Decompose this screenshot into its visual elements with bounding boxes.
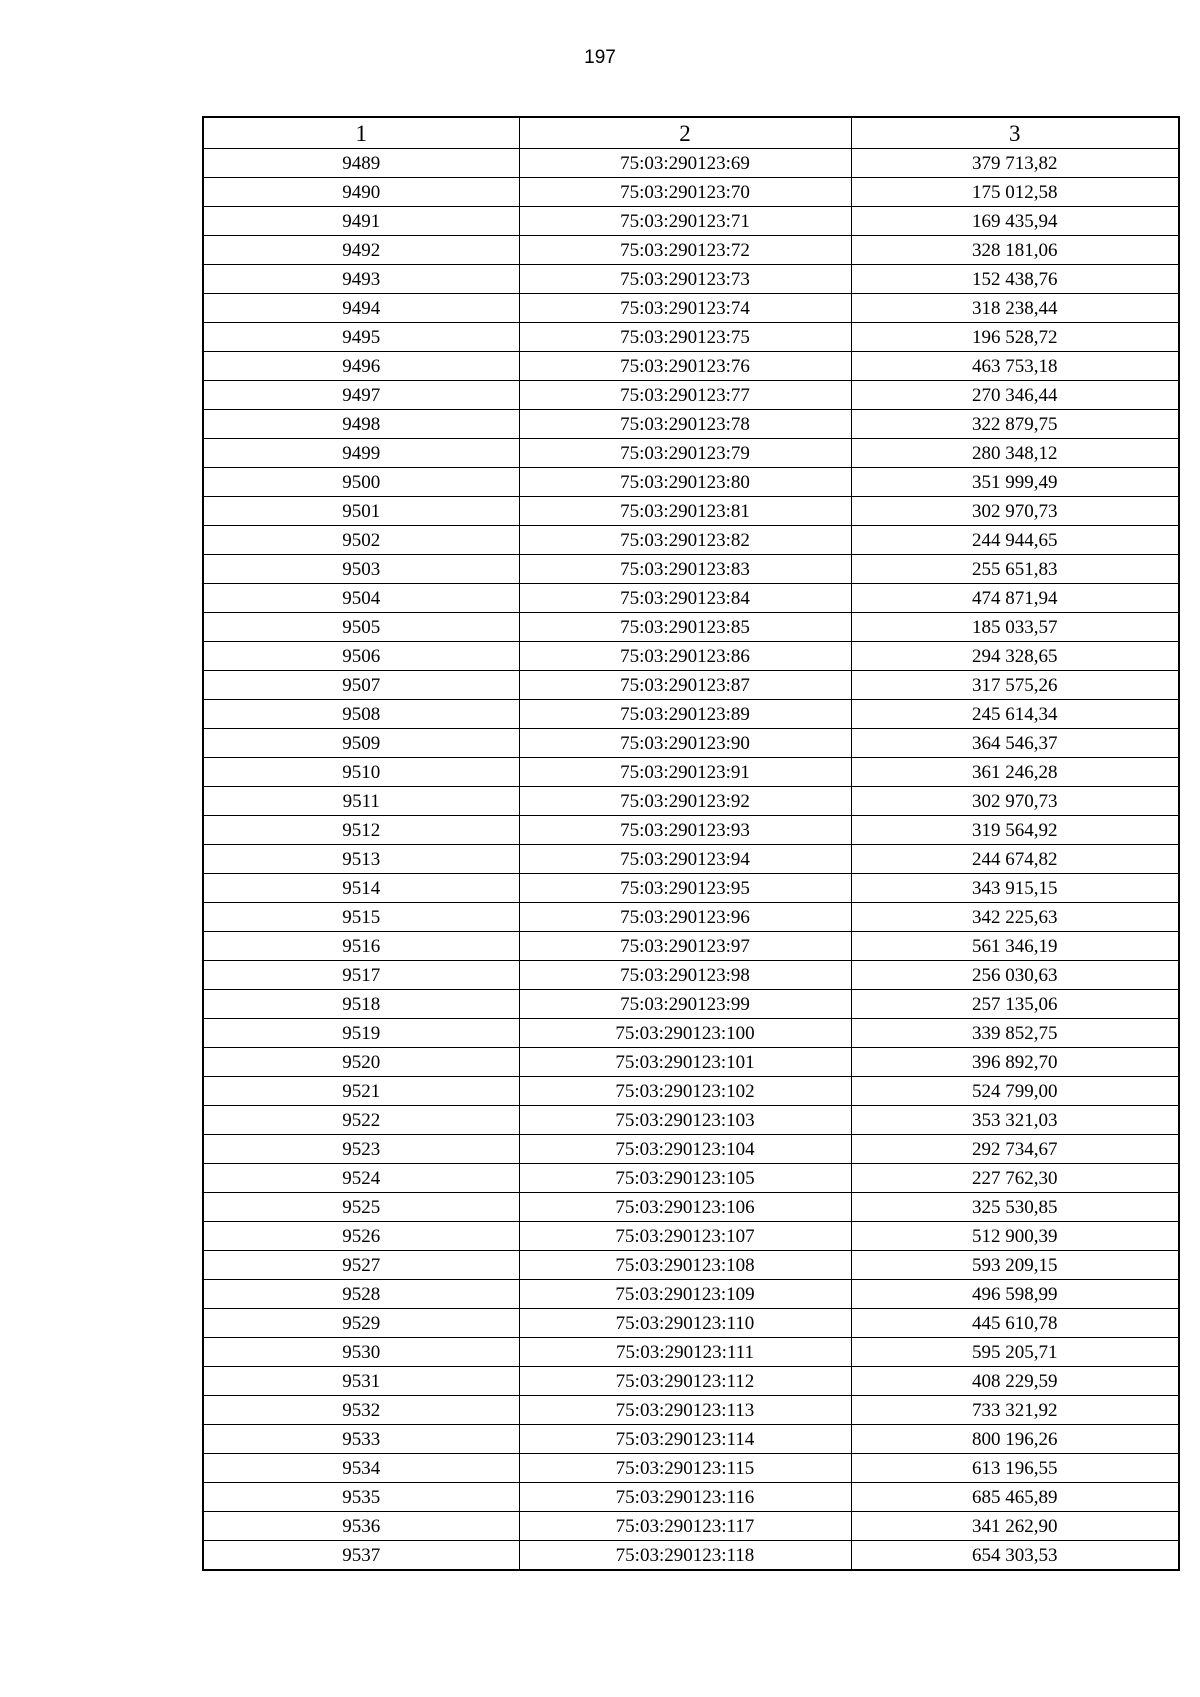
- row-number-cell: 9507: [203, 671, 519, 700]
- data-table-container: [202, 116, 1178, 1571]
- cadastral-number-cell: 75:03:290123:100: [519, 1019, 851, 1048]
- value-cell: 245 614,34: [851, 700, 1179, 729]
- cadastral-number-cell: 75:03:290123:75: [519, 323, 851, 352]
- value-cell: 302 970,73: [851, 787, 1179, 816]
- row-number-cell: 9533: [203, 1425, 519, 1454]
- value-cell: 325 530,85: [851, 1193, 1179, 1222]
- row-number-cell: 9513: [203, 845, 519, 874]
- table-row: [203, 1338, 1179, 1367]
- row-number-cell: 9517: [203, 961, 519, 990]
- value-cell: 685 465,89: [851, 1483, 1179, 1512]
- table-header-row: [203, 117, 1179, 149]
- value-cell: 342 225,63: [851, 903, 1179, 932]
- table-row: [203, 439, 1179, 468]
- row-number-cell: 9523: [203, 1135, 519, 1164]
- table-row: [203, 1309, 1179, 1338]
- cadastral-number-cell: 75:03:290123:98: [519, 961, 851, 990]
- cadastral-number-cell: 75:03:290123:118: [519, 1541, 851, 1571]
- table-row: [203, 1396, 1179, 1425]
- column-header: 1: [203, 117, 519, 149]
- row-number-cell: 9510: [203, 758, 519, 787]
- row-number-cell: 9493: [203, 265, 519, 294]
- row-number-cell: 9518: [203, 990, 519, 1019]
- value-cell: 317 575,26: [851, 671, 1179, 700]
- table-row: [203, 555, 1179, 584]
- cadastral-number-cell: 75:03:290123:113: [519, 1396, 851, 1425]
- cadastral-number-cell: 75:03:290123:110: [519, 1309, 851, 1338]
- table-row: [203, 845, 1179, 874]
- row-number-cell: 9496: [203, 352, 519, 381]
- cadastral-number-cell: 75:03:290123:74: [519, 294, 851, 323]
- value-cell: 445 610,78: [851, 1309, 1179, 1338]
- cadastral-number-cell: 75:03:290123:72: [519, 236, 851, 265]
- value-cell: 524 799,00: [851, 1077, 1179, 1106]
- table-row: [203, 410, 1179, 439]
- value-cell: 353 321,03: [851, 1106, 1179, 1135]
- cadastral-number-cell: 75:03:290123:103: [519, 1106, 851, 1135]
- value-cell: 474 871,94: [851, 584, 1179, 613]
- value-cell: 351 999,49: [851, 468, 1179, 497]
- table-row: [203, 381, 1179, 410]
- value-cell: 227 762,30: [851, 1164, 1179, 1193]
- table-row: [203, 932, 1179, 961]
- cadastral-number-cell: 75:03:290123:104: [519, 1135, 851, 1164]
- row-number-cell: 9528: [203, 1280, 519, 1309]
- value-cell: 244 674,82: [851, 845, 1179, 874]
- value-cell: 322 879,75: [851, 410, 1179, 439]
- value-cell: 408 229,59: [851, 1367, 1179, 1396]
- value-cell: 196 528,72: [851, 323, 1179, 352]
- table-row: [203, 903, 1179, 932]
- row-number-cell: 9527: [203, 1251, 519, 1280]
- table-row: [203, 178, 1179, 207]
- row-number-cell: 9521: [203, 1077, 519, 1106]
- value-cell: 593 209,15: [851, 1251, 1179, 1280]
- table-row: [203, 1164, 1179, 1193]
- value-cell: 244 944,65: [851, 526, 1179, 555]
- value-cell: 339 852,75: [851, 1019, 1179, 1048]
- value-cell: 343 915,15: [851, 874, 1179, 903]
- table-row: [203, 1077, 1179, 1106]
- cadastral-number-cell: 75:03:290123:73: [519, 265, 851, 294]
- row-number-cell: 9500: [203, 468, 519, 497]
- cadastral-number-cell: 75:03:290123:90: [519, 729, 851, 758]
- value-cell: 654 303,53: [851, 1541, 1179, 1571]
- cadastral-number-cell: 75:03:290123:81: [519, 497, 851, 526]
- table-row: [203, 700, 1179, 729]
- table-row: [203, 1048, 1179, 1077]
- row-number-cell: 9495: [203, 323, 519, 352]
- table-row: [203, 1541, 1179, 1571]
- value-cell: 733 321,92: [851, 1396, 1179, 1425]
- row-number-cell: 9490: [203, 178, 519, 207]
- cadastral-number-cell: 75:03:290123:101: [519, 1048, 851, 1077]
- table-row: [203, 1483, 1179, 1512]
- cadastral-number-cell: 75:03:290123:84: [519, 584, 851, 613]
- value-cell: 595 205,71: [851, 1338, 1179, 1367]
- table-row: [203, 1454, 1179, 1483]
- value-cell: 341 262,90: [851, 1512, 1179, 1541]
- row-number-cell: 9536: [203, 1512, 519, 1541]
- cadastral-number-cell: 75:03:290123:112: [519, 1367, 851, 1396]
- column-header: 2: [519, 117, 851, 149]
- table-row: [203, 1425, 1179, 1454]
- value-cell: 379 713,82: [851, 149, 1179, 178]
- cadastral-number-cell: 75:03:290123:83: [519, 555, 851, 584]
- cadastral-number-cell: 75:03:290123:102: [519, 1077, 851, 1106]
- row-number-cell: 9506: [203, 642, 519, 671]
- row-number-cell: 9494: [203, 294, 519, 323]
- value-cell: 396 892,70: [851, 1048, 1179, 1077]
- value-cell: 463 753,18: [851, 352, 1179, 381]
- cadastral-number-cell: 75:03:290123:80: [519, 468, 851, 497]
- table-row: [203, 816, 1179, 845]
- cadastral-number-cell: 75:03:290123:85: [519, 613, 851, 642]
- table-row: [203, 1222, 1179, 1251]
- row-number-cell: 9535: [203, 1483, 519, 1512]
- cadastral-number-cell: 75:03:290123:93: [519, 816, 851, 845]
- table-row: [203, 1280, 1179, 1309]
- row-number-cell: 9512: [203, 816, 519, 845]
- value-cell: 512 900,39: [851, 1222, 1179, 1251]
- value-cell: 169 435,94: [851, 207, 1179, 236]
- cadastral-number-cell: 75:03:290123:99: [519, 990, 851, 1019]
- table-row: [203, 642, 1179, 671]
- cadastral-number-cell: 75:03:290123:89: [519, 700, 851, 729]
- row-number-cell: 9529: [203, 1309, 519, 1338]
- cadastral-number-cell: 75:03:290123:92: [519, 787, 851, 816]
- table-header: [203, 117, 1179, 149]
- value-cell: 613 196,55: [851, 1454, 1179, 1483]
- table-row: [203, 1251, 1179, 1280]
- row-number-cell: 9537: [203, 1541, 519, 1571]
- value-cell: 185 033,57: [851, 613, 1179, 642]
- row-number-cell: 9534: [203, 1454, 519, 1483]
- value-cell: 255 651,83: [851, 555, 1179, 584]
- table-row: [203, 207, 1179, 236]
- column-header: 3: [851, 117, 1179, 149]
- table-row: [203, 1367, 1179, 1396]
- value-cell: 256 030,63: [851, 961, 1179, 990]
- row-number-cell: 9526: [203, 1222, 519, 1251]
- cadastral-number-cell: 75:03:290123:107: [519, 1222, 851, 1251]
- cadastral-number-cell: 75:03:290123:115: [519, 1454, 851, 1483]
- cadastral-number-cell: 75:03:290123:97: [519, 932, 851, 961]
- row-number-cell: 9503: [203, 555, 519, 584]
- cadastral-number-cell: 75:03:290123:111: [519, 1338, 851, 1367]
- row-number-cell: 9502: [203, 526, 519, 555]
- value-cell: 328 181,06: [851, 236, 1179, 265]
- value-cell: 561 346,19: [851, 932, 1179, 961]
- row-number-cell: 9530: [203, 1338, 519, 1367]
- cadastral-number-cell: 75:03:290123:109: [519, 1280, 851, 1309]
- value-cell: 496 598,99: [851, 1280, 1179, 1309]
- value-cell: 175 012,58: [851, 178, 1179, 207]
- row-number-cell: 9514: [203, 874, 519, 903]
- row-number-cell: 9497: [203, 381, 519, 410]
- table-row: [203, 1512, 1179, 1541]
- row-number-cell: 9492: [203, 236, 519, 265]
- cadastral-number-cell: 75:03:290123:108: [519, 1251, 851, 1280]
- row-number-cell: 9499: [203, 439, 519, 468]
- page-number: 197: [584, 47, 616, 68]
- value-cell: 270 346,44: [851, 381, 1179, 410]
- cadastral-number-cell: 75:03:290123:94: [519, 845, 851, 874]
- table-body: [203, 149, 1179, 1571]
- cadastral-number-cell: 75:03:290123:82: [519, 526, 851, 555]
- row-number-cell: 9508: [203, 700, 519, 729]
- table-row: [203, 613, 1179, 642]
- cadastral-number-cell: 75:03:290123:86: [519, 642, 851, 671]
- row-number-cell: 9532: [203, 1396, 519, 1425]
- table-row: [203, 323, 1179, 352]
- value-cell: 294 328,65: [851, 642, 1179, 671]
- table-row: [203, 729, 1179, 758]
- table-row: [203, 990, 1179, 1019]
- value-cell: 292 734,67: [851, 1135, 1179, 1164]
- row-number-cell: 9509: [203, 729, 519, 758]
- cadastral-number-cell: 75:03:290123:117: [519, 1512, 851, 1541]
- cadastral-number-cell: 75:03:290123:76: [519, 352, 851, 381]
- table-row: [203, 149, 1179, 178]
- table-row: [203, 787, 1179, 816]
- table-row: [203, 236, 1179, 265]
- table-row: [203, 1193, 1179, 1222]
- row-number-cell: 9519: [203, 1019, 519, 1048]
- table-row: [203, 526, 1179, 555]
- table-row: [203, 352, 1179, 381]
- cadastral-number-cell: 75:03:290123:95: [519, 874, 851, 903]
- row-number-cell: 9524: [203, 1164, 519, 1193]
- row-number-cell: 9489: [203, 149, 519, 178]
- value-cell: 318 238,44: [851, 294, 1179, 323]
- cadastral-number-cell: 75:03:290123:116: [519, 1483, 851, 1512]
- table-row: [203, 961, 1179, 990]
- value-cell: 152 438,76: [851, 265, 1179, 294]
- table-row: [203, 1135, 1179, 1164]
- cadastral-number-cell: 75:03:290123:96: [519, 903, 851, 932]
- row-number-cell: 9531: [203, 1367, 519, 1396]
- cadastral-number-cell: 75:03:290123:79: [519, 439, 851, 468]
- row-number-cell: 9501: [203, 497, 519, 526]
- value-cell: 319 564,92: [851, 816, 1179, 845]
- row-number-cell: 9522: [203, 1106, 519, 1135]
- cadastral-number-cell: 75:03:290123:69: [519, 149, 851, 178]
- cadastral-number-cell: 75:03:290123:77: [519, 381, 851, 410]
- cadastral-number-cell: 75:03:290123:91: [519, 758, 851, 787]
- value-cell: 800 196,26: [851, 1425, 1179, 1454]
- cadastral-number-cell: 75:03:290123:71: [519, 207, 851, 236]
- row-number-cell: 9525: [203, 1193, 519, 1222]
- row-number-cell: 9515: [203, 903, 519, 932]
- table-row: [203, 265, 1179, 294]
- cadastral-number-cell: 75:03:290123:70: [519, 178, 851, 207]
- value-cell: 364 546,37: [851, 729, 1179, 758]
- table-row: [203, 671, 1179, 700]
- row-number-cell: 9498: [203, 410, 519, 439]
- table-row: [203, 874, 1179, 903]
- table-row: [203, 497, 1179, 526]
- row-number-cell: 9505: [203, 613, 519, 642]
- cadastral-number-cell: 75:03:290123:106: [519, 1193, 851, 1222]
- data-table: [202, 116, 1180, 1571]
- table-row: [203, 1019, 1179, 1048]
- table-row: [203, 294, 1179, 323]
- table-row: [203, 468, 1179, 497]
- table-row: [203, 1106, 1179, 1135]
- value-cell: 361 246,28: [851, 758, 1179, 787]
- cadastral-number-cell: 75:03:290123:87: [519, 671, 851, 700]
- cadastral-number-cell: 75:03:290123:114: [519, 1425, 851, 1454]
- table-row: [203, 584, 1179, 613]
- row-number-cell: 9516: [203, 932, 519, 961]
- value-cell: 280 348,12: [851, 439, 1179, 468]
- row-number-cell: 9504: [203, 584, 519, 613]
- row-number-cell: 9511: [203, 787, 519, 816]
- cadastral-number-cell: 75:03:290123:78: [519, 410, 851, 439]
- value-cell: 302 970,73: [851, 497, 1179, 526]
- value-cell: 257 135,06: [851, 990, 1179, 1019]
- table-row: [203, 758, 1179, 787]
- row-number-cell: 9491: [203, 207, 519, 236]
- row-number-cell: 9520: [203, 1048, 519, 1077]
- cadastral-number-cell: 75:03:290123:105: [519, 1164, 851, 1193]
